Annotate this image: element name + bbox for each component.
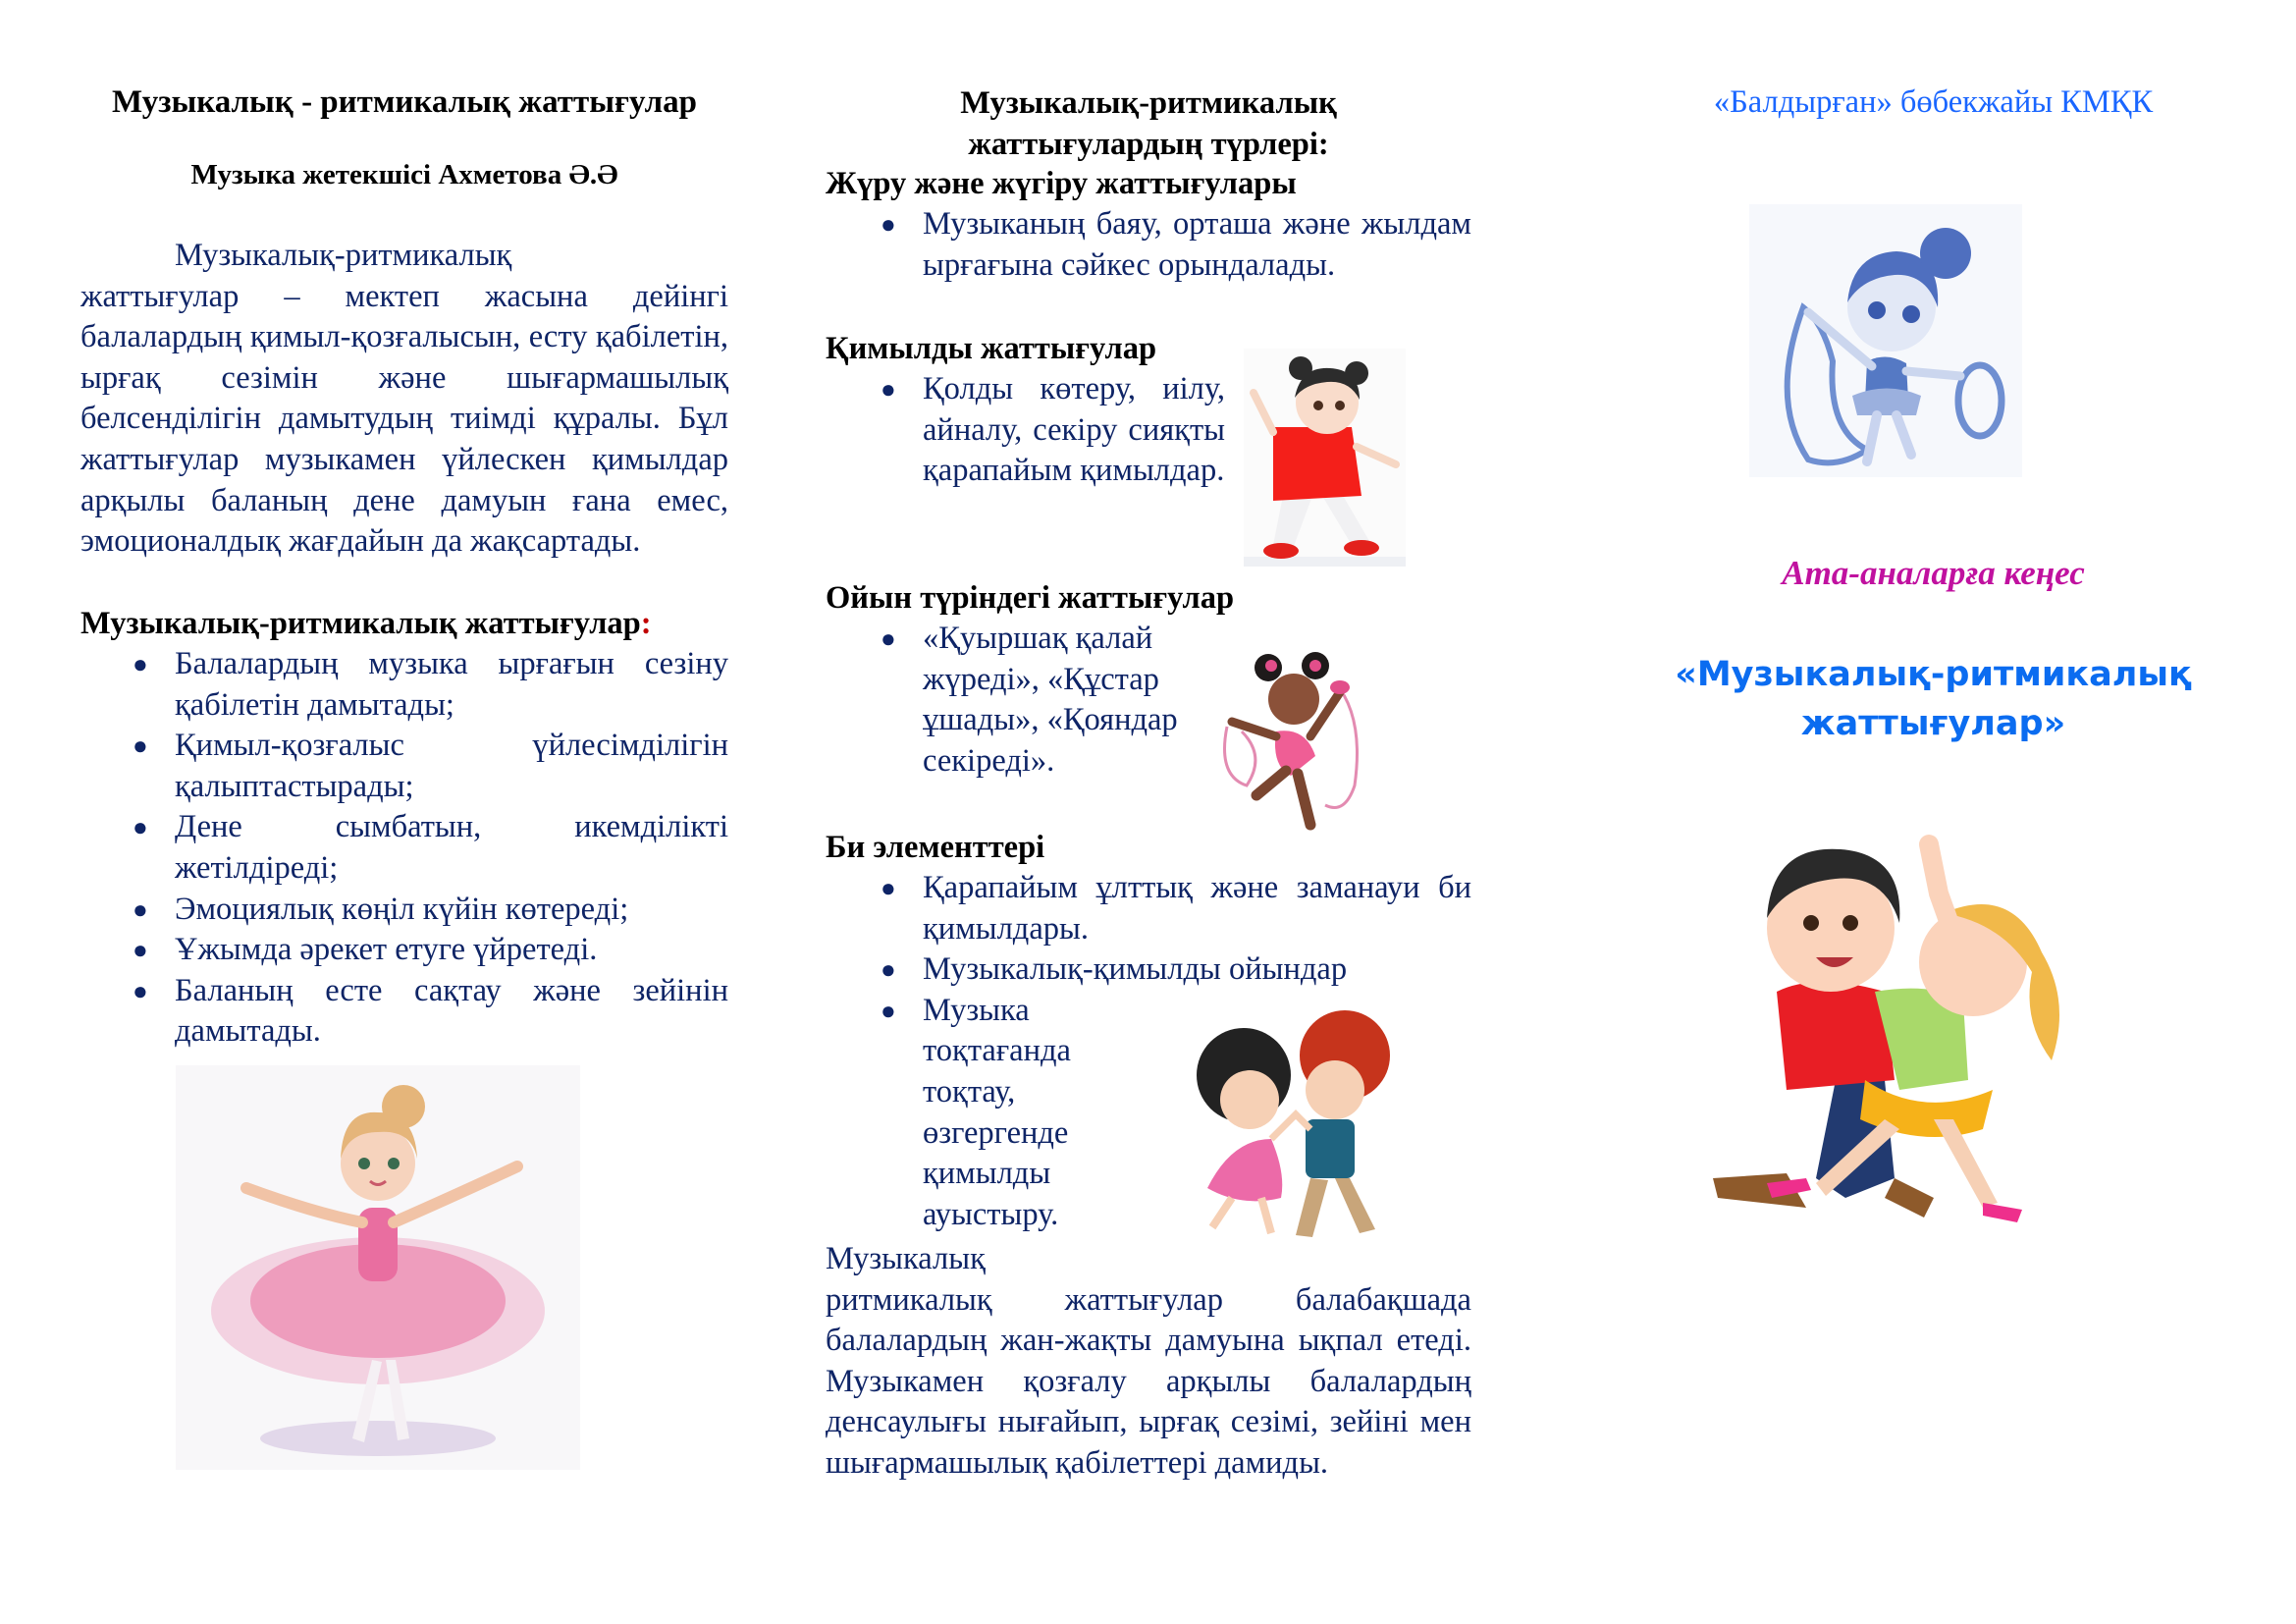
list-item: ● Балалардың музыка ырғағын сезіну қабілетін дамытады; [133, 646, 728, 723]
section-heading-movement: Қимылды жаттығулар [826, 331, 1157, 366]
types-title [826, 82, 1471, 165]
bullet-icon: ● [133, 731, 148, 761]
boy-girl-dancing-illustration-icon [1173, 1001, 1415, 1243]
closing-paragraph [826, 1239, 1471, 1485]
girl-red-shirt-image [1244, 349, 1406, 567]
list-item: ● Ұжымда әрекет етуге үйретеді. [175, 930, 728, 971]
section-heading-game: Ойын түріндегі жаттығулар [826, 580, 1235, 616]
bullet-icon: ● [881, 210, 896, 239]
list-item: ● Дене сымбатын, икемділікті жетілдіреді; [133, 809, 728, 886]
brochure-title-line1: «Музыкалық-ритмикалық [1675, 655, 2192, 694]
list-item: ● Қимыл-қозғалыс үйлесімділігін қалыптастырады; [133, 728, 728, 804]
list-item: ● «Қуыршақ қалай жүреді», «Құстар ұшады», «Қояндар секіреді». [881, 621, 1178, 779]
benefits-heading-colon: : [640, 606, 652, 641]
bullet-icon: ● [133, 936, 148, 965]
bullet-icon: ● [133, 976, 148, 1005]
movement-list [881, 369, 1225, 492]
gymnast-girl-image [1217, 638, 1376, 831]
bullet-icon: ● [881, 375, 896, 404]
kindergarten-name: «Балдырған» бөбекжайы КМҚК [1713, 84, 2154, 120]
list-item: ● Музыканың баяу, орташа және жылдам ырғағына сәйкес орындалады. [881, 206, 1471, 283]
list-item: ● Баланың есте сақтау және зейінін дамытады. [133, 972, 728, 1050]
closing-first-line: Музыкалық [826, 1241, 986, 1276]
benefits-list [133, 644, 728, 1053]
types-title-line1: Музыкалық-ритмикалық [960, 85, 1337, 121]
bullet-icon: ● [881, 955, 896, 985]
game-list [881, 619, 1200, 782]
list-item: ● Қарапайым ұлттық және заманауи би қимылдары. [881, 870, 1471, 947]
girl-red-shirt-illustration-icon [1244, 349, 1406, 567]
gymnast-girl-illustration-icon [1217, 638, 1376, 831]
benefits-heading [80, 603, 652, 644]
couple-dancing-illustration-icon [1688, 825, 2101, 1247]
couple-dancing-image [1688, 825, 2101, 1247]
brochure-title-line2: жаттығулар» [1800, 704, 2066, 743]
left-title: Музыкалық - ритмикалық жаттығулар [111, 84, 698, 120]
ballerina-image [176, 1065, 580, 1470]
bullet-icon: ● [881, 624, 896, 653]
list-item: ● Эмоциялық көңіл күйін көтереді; [175, 890, 728, 931]
intro-first-line: Музыкалық-ритмикалық [175, 238, 512, 273]
list-item: ● Музыка тоқтағанда тоқтау, өзгергенде қимылды ауыстыру. [881, 992, 1071, 1232]
advice-heading: Ата-аналарға кеңес [1782, 554, 2085, 592]
blue-ballerina-image [1749, 204, 2022, 477]
closing-body: ритмикалық жаттығулар балабақшада балалардың жан-жақты дамуына ықпал етеді. Музыкамен қозғалу арқылы балалардың денсаулығы нығайып, ырғақ сезімі, зейіні мен шығармашылық қабілеттері дамиды. [826, 1281, 1471, 1481]
boy-girl-dancing-image [1173, 1001, 1415, 1243]
types-title-line2: жаттығулардың түрлері: [968, 127, 1329, 162]
bullet-icon: ● [881, 996, 896, 1025]
bullet-icon: ● [881, 874, 896, 902]
section-heading-walking: Жүру және жүгіру жаттығулары [826, 166, 1297, 201]
section-heading-dance: Би элементтері [826, 830, 1045, 865]
ballerina-illustration-icon [176, 1065, 580, 1470]
brochure-title [1571, 650, 2296, 748]
blue-ballerina-illustration-icon [1749, 204, 2022, 477]
author-line: Музыка жетекшісі Ахметова Ә.Ә [190, 159, 618, 190]
intro-paragraph [80, 236, 728, 563]
intro-body: жаттығулар – мектеп жасына дейінгі балалардың қимыл-қозғалысын, есту қабілетін, ырғақ сезімін және шығармашылық белсенділігін дамытудың тиімді құралы. Бұл жаттығулар музыкамен үйлескен қимылдар арқылы баланың дене дамуын ғана емес, эмоционалдық жағдайын да жақсартады. [80, 278, 728, 560]
list-item: ● Музыкалық-қимылды ойындар [923, 949, 1471, 991]
bullet-icon: ● [133, 894, 148, 924]
list-item: ● Қолды көтеру, иілу, айналу, секіру сияқты қарапайым қимылдар. [881, 371, 1225, 489]
bullet-icon: ● [133, 650, 148, 678]
benefits-heading-text: Музыкалық-ритмикалық жаттығулар [80, 606, 641, 641]
bullet-icon: ● [133, 813, 148, 842]
walking-list [881, 204, 1471, 286]
